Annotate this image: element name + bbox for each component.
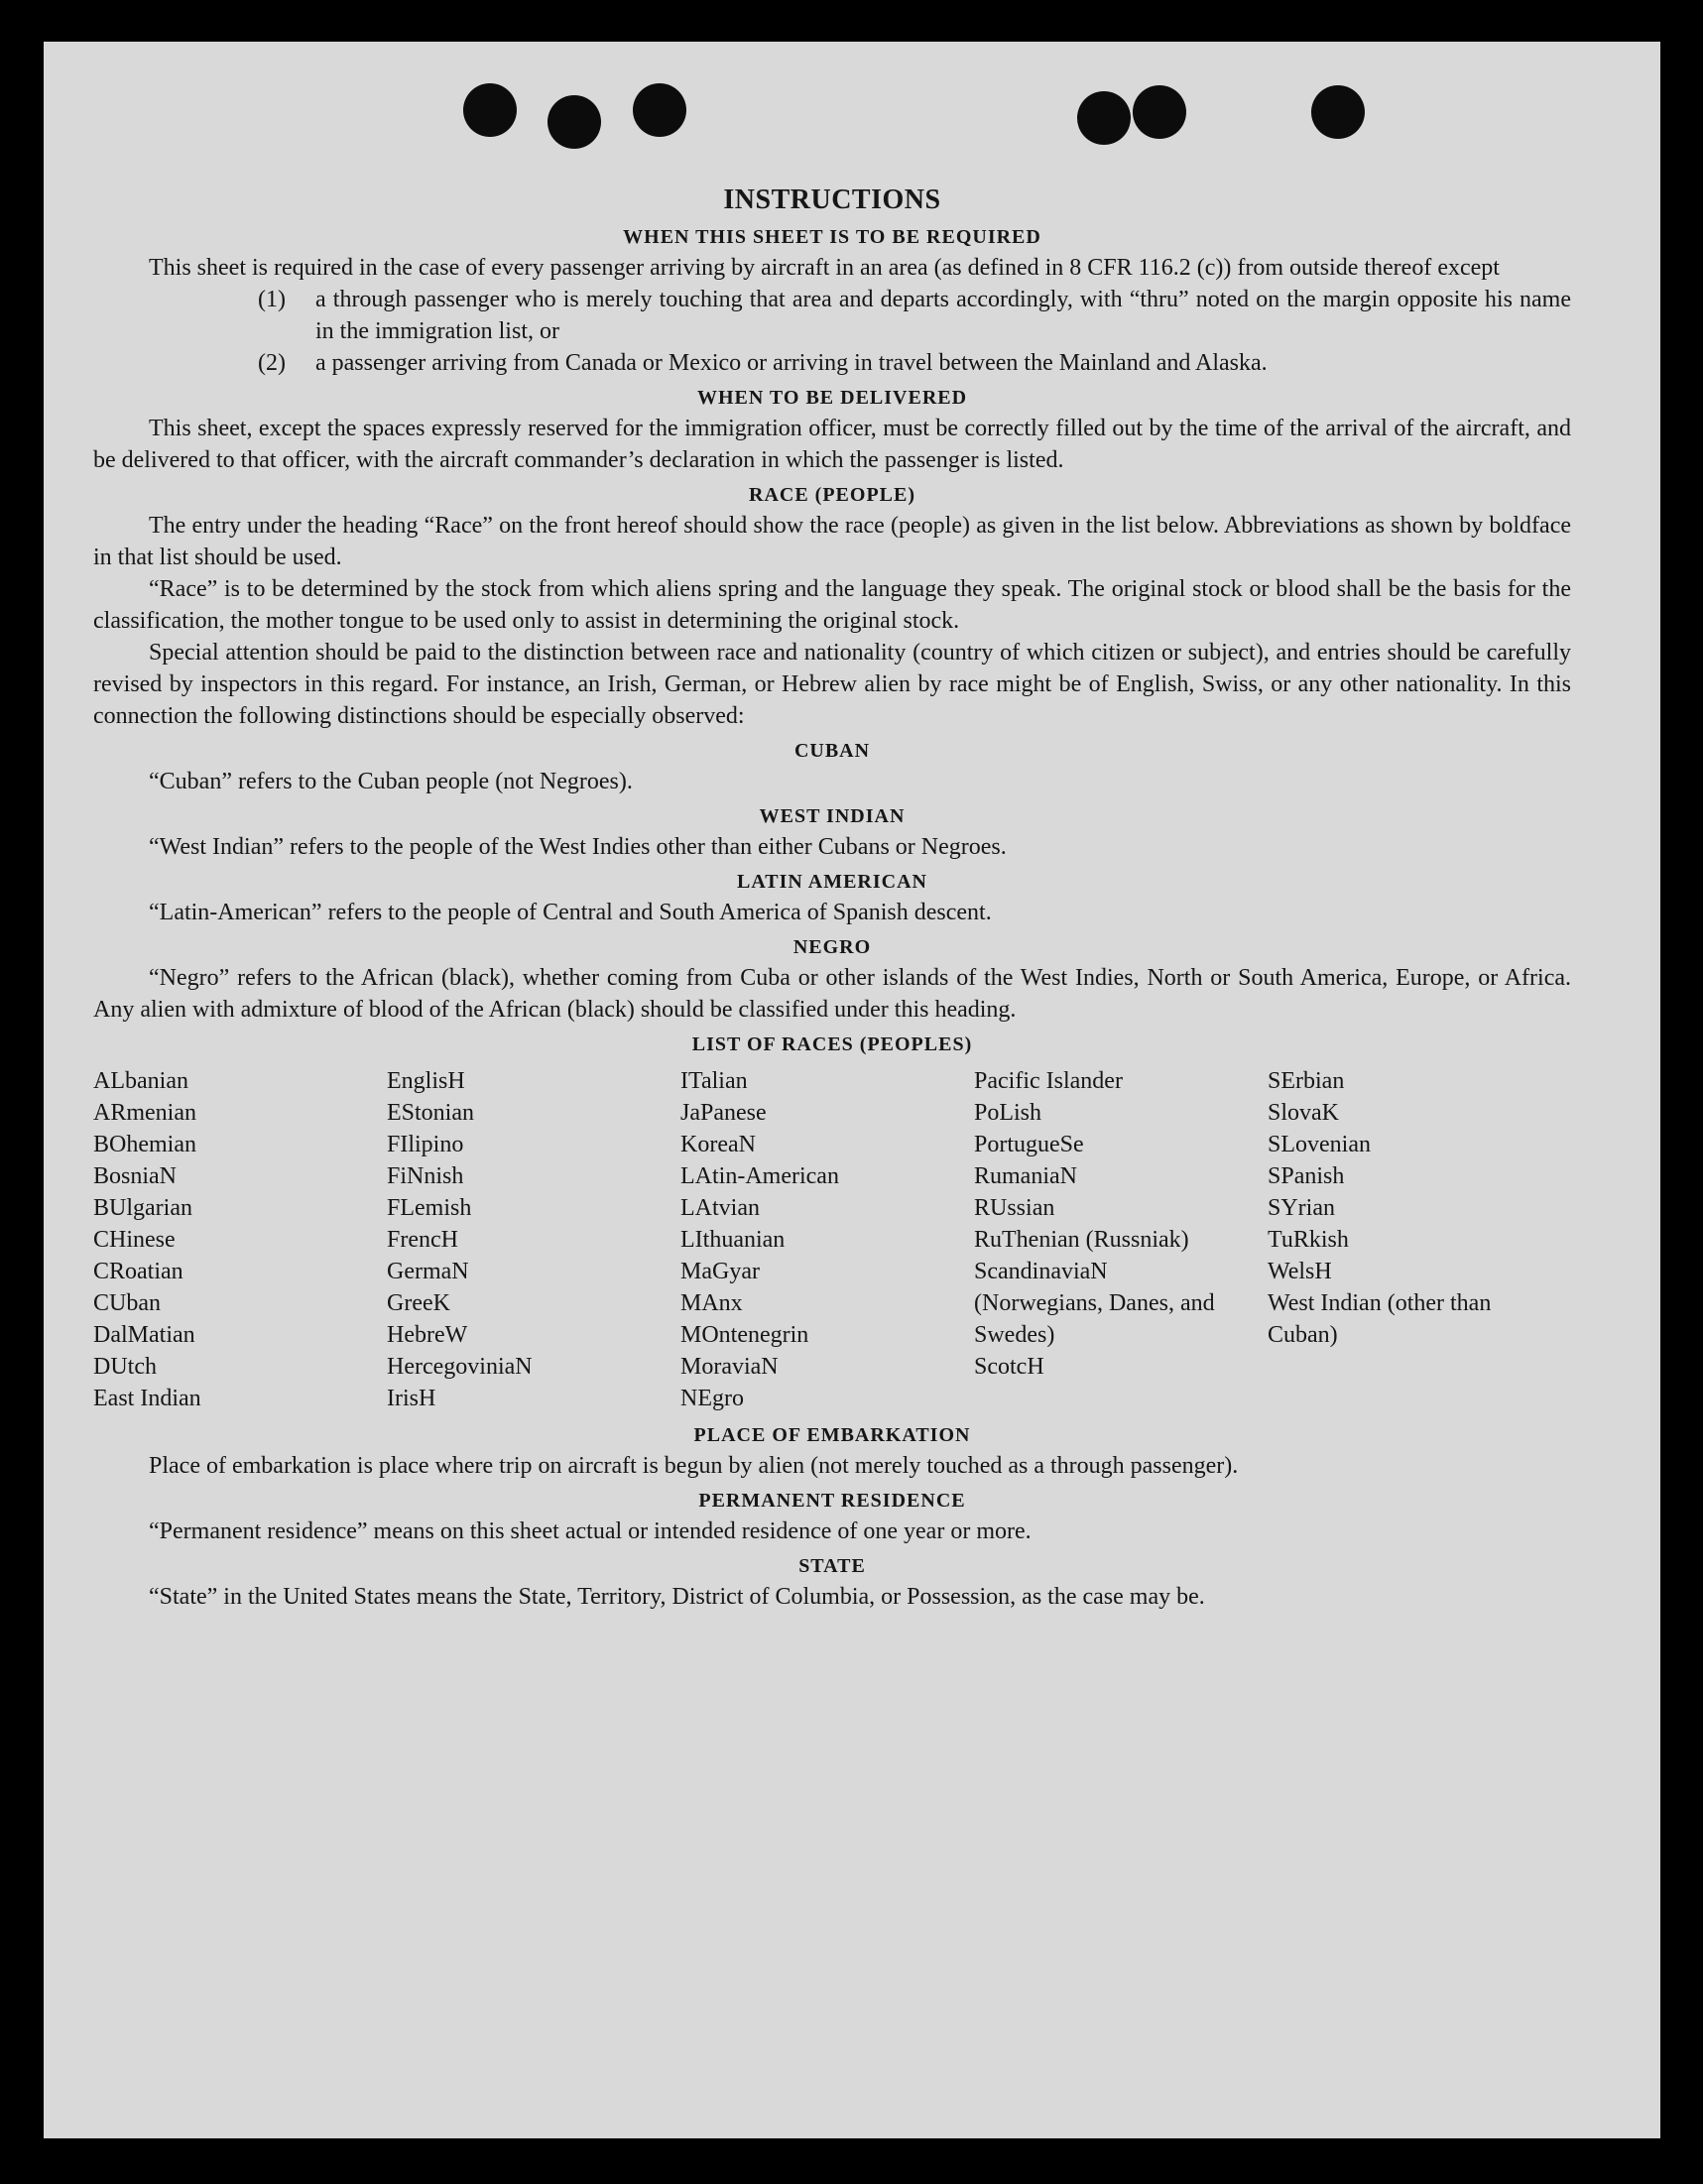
punch-hole: [1077, 91, 1131, 145]
race-entry: HebreW: [387, 1322, 468, 1348]
item-text: a passenger arriving from Canada or Mexico or arriving in travel between the Mainland and Alaska.: [315, 350, 1268, 376]
punch-hole: [633, 83, 686, 137]
race-entry: ScandinaviaN (Norwegians, Danes, and Swedes): [974, 1259, 1215, 1348]
page-title: INSTRUCTIONS: [723, 184, 941, 215]
race-entry: SErbian: [1268, 1068, 1345, 1094]
race-paragraph: The entry under the heading “Race” on the front hereof should show the race (people) as given in the list below. Abbreviations as shown by boldface in that list should be used.: [93, 513, 1571, 570]
race-entry: HercegoviniaN: [387, 1354, 533, 1380]
race-column: [93, 1065, 387, 1414]
embarkation-text: Place of embarkation is place where trip on aircraft is begun by alien (not merely touched as a through passenger).: [149, 1453, 1239, 1479]
race-entry: MaGyar: [680, 1259, 760, 1284]
punch-hole: [1133, 85, 1186, 139]
heading-when-delivered: WHEN TO BE DELIVERED: [696, 387, 968, 409]
race-entry: SYrian: [1268, 1195, 1335, 1221]
when-delivered-text: This sheet, except the spaces expressly reserved for the immigration officer, must be correctly filled out by the time of the arrival of the aircraft, and be delivered to that officer, with the aircraft commander’s declaration in which the passenger is listed.: [93, 416, 1571, 473]
exception-list: [258, 284, 1571, 379]
race-column: [680, 1065, 974, 1414]
heading-west-indian: WEST INDIAN: [759, 805, 906, 827]
race-column: [974, 1065, 1268, 1414]
race-entry: EStonian: [387, 1100, 474, 1126]
race-entry: MAnx: [680, 1290, 743, 1316]
race-entry: BUlgarian: [93, 1195, 192, 1221]
punch-hole: [1311, 85, 1365, 139]
race-entry: KoreaN: [680, 1132, 756, 1157]
race-entry: ScotcH: [974, 1354, 1044, 1380]
race-entry: EnglisH: [387, 1068, 465, 1094]
race-list: [93, 1065, 1571, 1414]
heading-cuban: CUBAN: [793, 740, 871, 762]
race-entry: RumaniaN: [974, 1163, 1077, 1189]
race-entry: DalMatian: [93, 1322, 195, 1348]
race-entry: SLovenian: [1268, 1132, 1371, 1157]
heading-race: RACE (PEOPLE): [749, 484, 915, 506]
race-paragraph: Special attention should be paid to the distinction between race and nationality (country of which citizen or subject), and entries should be carefully revised by inspectors in this regard. For instance, an Irish, German, or Hebrew alien by race might be of English, Swiss, or any other nationality. In this connection the following distinctions should be especially observed:: [93, 640, 1571, 729]
race-entry: Pacific Islander: [974, 1068, 1123, 1094]
item-text: a through passenger who is merely touching that area and departs accordingly, with “thru” noted on the margin opposite his name in the immigration list, or: [315, 287, 1571, 344]
race-entry: West Indian (other than Cuban): [1268, 1290, 1492, 1348]
race-entry: SPanish: [1268, 1163, 1345, 1189]
race-entry: FrencH: [387, 1227, 458, 1253]
race-entry: MoraviaN: [680, 1354, 779, 1380]
cuban-text: “Cuban” refers to the Cuban people (not Negroes).: [149, 769, 633, 794]
race-entry: BosniaN: [93, 1163, 177, 1189]
heading-latin-american: LATIN AMERICAN: [737, 871, 927, 893]
heading-state: STATE: [798, 1555, 866, 1577]
race-entry: LAtvian: [680, 1195, 760, 1221]
race-entry: CUban: [93, 1290, 161, 1316]
west-indian-text: “West Indian” refers to the people of the West Indies other than either Cubans or Negroes.: [149, 834, 1007, 860]
negro-text: “Negro” refers to the African (black), whether coming from Cuba or other islands of the West Indies, North or South America, Europe, or Africa. Any alien with admixture of blood of the African (black) should be classified under this heading.: [93, 965, 1571, 1023]
race-entry: MOntenegrin: [680, 1322, 809, 1348]
heading-embarkation: PLACE OF EMBARKATION: [693, 1424, 971, 1446]
race-entry: PortugueSe: [974, 1132, 1084, 1157]
race-entry: ALbanian: [93, 1068, 188, 1094]
race-entry: SlovaK: [1268, 1100, 1339, 1126]
race-entry: TuRkish: [1268, 1227, 1349, 1253]
permanent-residence-text: “Permanent residence” means on this sheet actual or intended residence of one year or more.: [149, 1518, 1032, 1544]
race-entry: CHinese: [93, 1227, 176, 1253]
race-entry: PoLish: [974, 1100, 1042, 1126]
race-entry: GermaN: [387, 1259, 469, 1284]
list-item: [258, 347, 1571, 379]
race-column: [387, 1065, 680, 1414]
when-required-intro: This sheet is required in the case of every passenger arriving by aircraft in an area (as defined in 8 CFR 116.2 (c)) from outside thereof except: [149, 255, 1500, 281]
item-number: (1): [258, 287, 286, 312]
race-entry: LAtin-American: [680, 1163, 839, 1189]
race-entry: East Indian: [93, 1386, 201, 1411]
race-entry: FIlipino: [387, 1132, 464, 1157]
heading-list-of-races: LIST OF RACES (PEOPLES): [691, 1033, 973, 1055]
race-entry: RuThenian (Russniak): [974, 1227, 1189, 1253]
punch-hole: [547, 95, 601, 149]
latin-american-text: “Latin-American” refers to the people of Central and South America of Spanish descent.: [149, 900, 992, 925]
race-entry: IrisH: [387, 1386, 436, 1411]
instructions-body: [93, 182, 1571, 1613]
race-entry: FLemish: [387, 1195, 472, 1221]
race-entry: WelsH: [1268, 1259, 1332, 1284]
heading-when-required: WHEN THIS SHEET IS TO BE REQUIRED: [623, 226, 1041, 248]
item-number: (2): [258, 350, 286, 376]
race-entry: CRoatian: [93, 1259, 183, 1284]
race-paragraph: “Race” is to be determined by the stock from which aliens spring and the language they speak. The original stock or blood shall be the basis for the classification, the mother tongue to be used only to assist in determining the original stock.: [93, 576, 1571, 634]
race-entry: RUssian: [974, 1195, 1055, 1221]
list-item: [258, 284, 1571, 347]
race-entry: ITalian: [680, 1068, 748, 1094]
punch-hole: [463, 83, 517, 137]
heading-permanent-residence: PERMANENT RESIDENCE: [698, 1490, 966, 1512]
race-entry: BOhemian: [93, 1132, 196, 1157]
race-entry: FiNnish: [387, 1163, 464, 1189]
heading-negro: NEGRO: [792, 936, 872, 958]
race-entry: NEgro: [680, 1386, 744, 1411]
race-entry: JaPanese: [680, 1100, 767, 1126]
race-entry: ARmenian: [93, 1100, 196, 1126]
race-entry: GreeK: [387, 1290, 450, 1316]
state-text: “State” in the United States means the State, Territory, District of Columbia, or Possession, as the case may be.: [149, 1584, 1205, 1610]
race-entry: DUtch: [93, 1354, 157, 1380]
document-sheet: [44, 42, 1660, 2138]
race-entry: LIthuanian: [680, 1227, 786, 1253]
race-column: [1268, 1065, 1555, 1414]
